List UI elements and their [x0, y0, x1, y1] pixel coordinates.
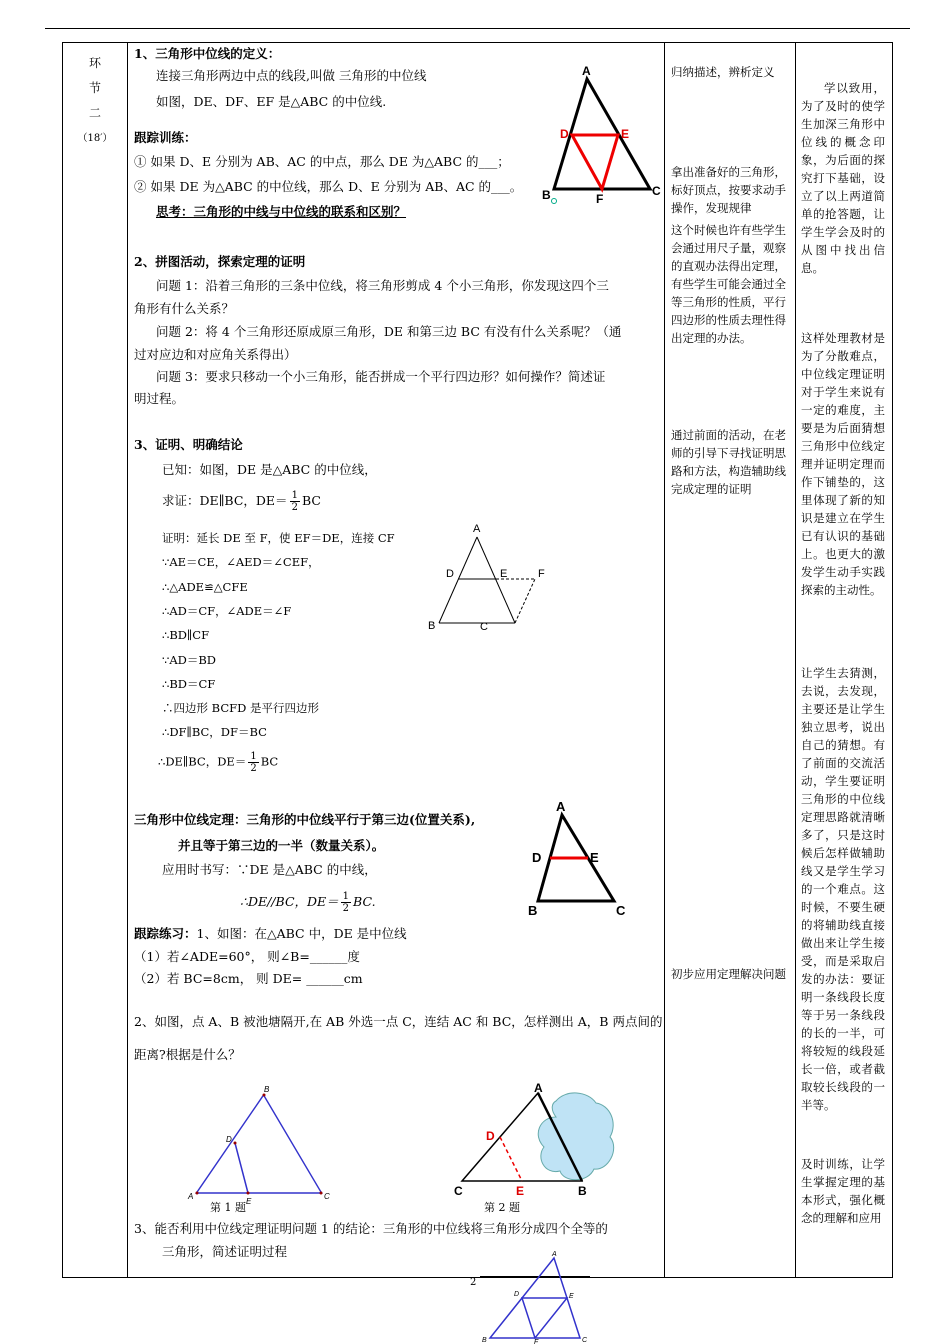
fig2-label-C: C	[480, 621, 488, 633]
svg-text:B: B	[264, 1085, 270, 1094]
svg-text:E: E	[569, 1293, 574, 1300]
stage-label-3: 二	[88, 106, 101, 120]
figure1-caption: 第 1 题	[210, 1201, 246, 1214]
figure-practice-2-pond	[448, 1083, 628, 1203]
lesson-table	[62, 42, 893, 1278]
prove-suffix: BC	[301, 493, 321, 508]
proof-line: ∴BD∥CF	[162, 628, 210, 642]
figure-proof-parallelogram	[428, 519, 578, 639]
fig3-label-E: E	[590, 850, 599, 865]
prove-statement	[162, 490, 321, 513]
activity-note: 归纳描述，辨析定义	[671, 65, 775, 79]
svg-text:F: F	[534, 1339, 539, 1344]
svg-text:B: B	[482, 1337, 487, 1344]
svg-text:E: E	[246, 1197, 252, 1206]
training-q1: ① 如果 D、E 分别为 AB、AC 的中点，那么 DE 为△ABC 的___；	[134, 154, 510, 169]
fig2-label-D: D	[446, 568, 454, 580]
question3-line2: 明过程。	[134, 391, 185, 406]
practice-title: 跟踪练习：	[134, 926, 197, 941]
design-intent-cell	[796, 43, 893, 1278]
fraction-half: $\frac{1}{2}$	[250, 751, 257, 774]
question3-line1: 问题 3：要求只移动一个小三角形，能否拼成一个平行四边形？如何操作？简述证	[156, 369, 606, 384]
svg-text:A: A	[534, 1081, 543, 1095]
section1-title: 1、三角形中位线的定义：	[134, 46, 281, 61]
intent-note: 及时训练，让学生掌握定理的基本形式，强化概念的理解和应用	[801, 1157, 885, 1225]
figure-practice-1	[188, 1085, 328, 1215]
proof-line: ∴AD＝CF，∠ADE＝∠F	[162, 604, 292, 618]
svg-text:E: E	[516, 1184, 525, 1198]
svg-text:D: D	[514, 1291, 520, 1298]
question1-line2: 角形有什么关系？	[134, 301, 235, 316]
example-text: 如图，DE、DF、EF 是△ABC 的中位线.	[156, 94, 387, 109]
intent-note: 让学生去猜测，去说，去发现，主要还是让学生独立思考，说出自己的猜想。有了前面的交流活动，学生要证明三角形的中位线定理思路就清晰多了，只是这时候后怎样做辅助线又是学生学习的一个难点。这时候，不要生硬的将辅助线直接做出来让学生接受，而是采取启发的办法：要证明一条线段长度等于另一条线段的长的一半，可将较短的线段延长一倍，或者截取较长线段的一半等。	[801, 666, 885, 1112]
figure-theorem-triangle	[526, 797, 636, 922]
page-number: 2	[470, 1277, 477, 1288]
svg-text:A: A	[552, 1251, 557, 1258]
proof-line: ∴四边形 BCFD 是平行四边形	[162, 701, 319, 715]
practice-q3-line2: 三角形，简述证明过程	[162, 1244, 288, 1259]
proof-line: ∵AE＝CE，∠AED＝∠CEF，	[162, 555, 320, 569]
question2-line2: 过对应边和对应角关系得出）	[134, 347, 297, 362]
figure-four-triangles	[480, 1252, 590, 1344]
conclusion-line: ∴DE∥BC，DE＝ $\frac{1}{2}$ BC	[158, 751, 279, 774]
fig2-label-A: A	[473, 523, 481, 535]
think-question: 思考：三角形的中线与中位线的联系和区别？	[156, 204, 407, 219]
proof-line: ∵AD＝BD	[162, 653, 217, 667]
svg-text:D: D	[486, 1129, 495, 1143]
training-q2: ② 如果 DE 为△ABC 的中位线，那么 D、E 分别为 AB、AC 的___。	[134, 179, 523, 194]
practice-q1b: （2）若 BC=8cm， 则 DE= ______cm	[134, 971, 363, 986]
activity-note: 初步应用定理解决问题	[671, 967, 786, 981]
fig1-label-E: E	[621, 127, 630, 141]
header-rule	[45, 28, 910, 29]
intent-note: 这样处理教材是为了分散难点，中位线定理证明对于学生来说有一定的难度，主要是为后面猜想三角形中位线定理并证明定理而作下铺垫的，这里体现了新的知识是建立在学生已有认识的基础上。也更大的激发学生动手实践探索的主动性。	[801, 331, 885, 597]
fig1-label-F: F	[596, 192, 604, 206]
given-text: 已知：如图，DE 是△ABC 的中位线，	[162, 462, 377, 477]
fig1-label-C: C	[652, 184, 661, 198]
fraction-half: $\frac{1}{2}$	[342, 891, 350, 914]
activity-note: 通过前面的活动，在老师的引导下寻找证明思路和方法，构造辅助线完成定理的证明	[671, 428, 786, 496]
section2-title: 2、拼图活动，探索定理的证明	[134, 254, 306, 269]
fig3-label-D: D	[532, 850, 542, 865]
figure2-caption: 第 2 题	[484, 1201, 520, 1214]
figure-midsegments	[540, 61, 670, 211]
fig2-label-B: B	[428, 620, 436, 632]
prove-prefix: 求证：DE∥BC，DE＝	[162, 493, 288, 508]
svg-text:C: C	[582, 1337, 588, 1344]
fig3-label-A: A	[556, 799, 566, 814]
fig1-label-D: D	[560, 127, 569, 141]
stage-label-1: 环	[88, 56, 101, 70]
practice-q1: 跟踪练习：1、如图：在△ABC 中，DE 是中位线	[134, 926, 407, 941]
activity-note: 拿出准备好的三角形，标好顶点，按要求动手操作，发现规律	[671, 165, 786, 215]
proof-line: 证明：延长 DE 至 F，使 EF＝DE，连接 CF	[162, 531, 395, 545]
proof-line: ∴△ADE≌△CFE	[162, 580, 248, 594]
practice-q2-line1: 2、如图，点 A、B 被池塘隔开,在 AB 外选一点 C，连结 AC 和 BC，怎样测出 A，B 两点间的	[134, 1014, 663, 1029]
proof-line: ∴BD＝CF	[162, 677, 216, 691]
fig3-label-C: C	[616, 903, 626, 918]
application-line2: ∴DE//BC，DE＝ $\frac{1}{2}$ BC.	[240, 891, 376, 914]
student-activity-cell	[665, 43, 796, 1278]
question2-line1: 问题 2：将 4 个三角形还原成原三角形，DE 和第三边 BC 有没有什么关系呢？（通	[156, 324, 622, 339]
fig1-label-B: B	[542, 188, 551, 202]
fraction-half: $\frac{1}{2}$	[291, 490, 298, 513]
fig2-label-F: F	[538, 568, 545, 580]
svg-text:A: A	[188, 1192, 194, 1201]
svg-text:D: D	[226, 1135, 232, 1144]
svg-text:B: B	[578, 1184, 587, 1198]
svg-text:C: C	[324, 1192, 330, 1201]
stage-label-2: 节	[88, 81, 101, 95]
content-cell	[128, 43, 665, 1278]
theorem-line1: 三角形中位线定理：三角形的中位线平行于第三边(位置关系),	[134, 812, 476, 827]
svg-text:C: C	[454, 1184, 463, 1198]
stage-time: （18′）	[77, 133, 113, 144]
fig1-label-A: A	[582, 64, 591, 78]
intent-note: 学以致用，为了及时的使学生加深三角形中位线的概念印象，为后面的探究打下基础，设立了以上两道简单的抢答题，让学生学会及时的从图中找出信息。	[801, 81, 885, 275]
definition-text: 连接三角形两边中点的线段,叫做 三角形的中位线	[156, 68, 427, 83]
theorem-line2: 并且等于第三边的一半（数量关系）。	[178, 838, 385, 853]
fig2-label-E: E	[500, 568, 508, 580]
practice-q2-line2: 距离?根据是什么？	[134, 1047, 241, 1062]
training-title: 跟踪训练：	[134, 130, 197, 145]
stage-cell	[63, 43, 128, 1278]
proof-line: ∴DF∥BC，DF＝BC	[162, 725, 267, 739]
question1-line1: 问题 1：沿着三角形的三条中位线，将三角形剪成 4 个小三角形，你发现这四个三	[156, 278, 609, 293]
section3-title: 3、证明、明确结论	[134, 437, 243, 452]
activity-note: 这个时候也许有些学生会通过用尺子量，观察的直观办法得出定理，有些学生可能会通过全等三角形的性质，平行四边形的性质去理性得出定理的办法。	[671, 223, 786, 345]
practice-q1a: （1）若∠ADE=60°， 则∠B=______度	[134, 949, 360, 964]
fig3-label-B: B	[528, 903, 538, 918]
practice-q3-line1: 3、能否利用中位线定理证明问题 1 的结论：三角形的中位线将三角形分成四个全等的	[134, 1221, 608, 1236]
application-line1: 应用时书写：∵DE 是△ABC 的中线，	[162, 862, 377, 877]
